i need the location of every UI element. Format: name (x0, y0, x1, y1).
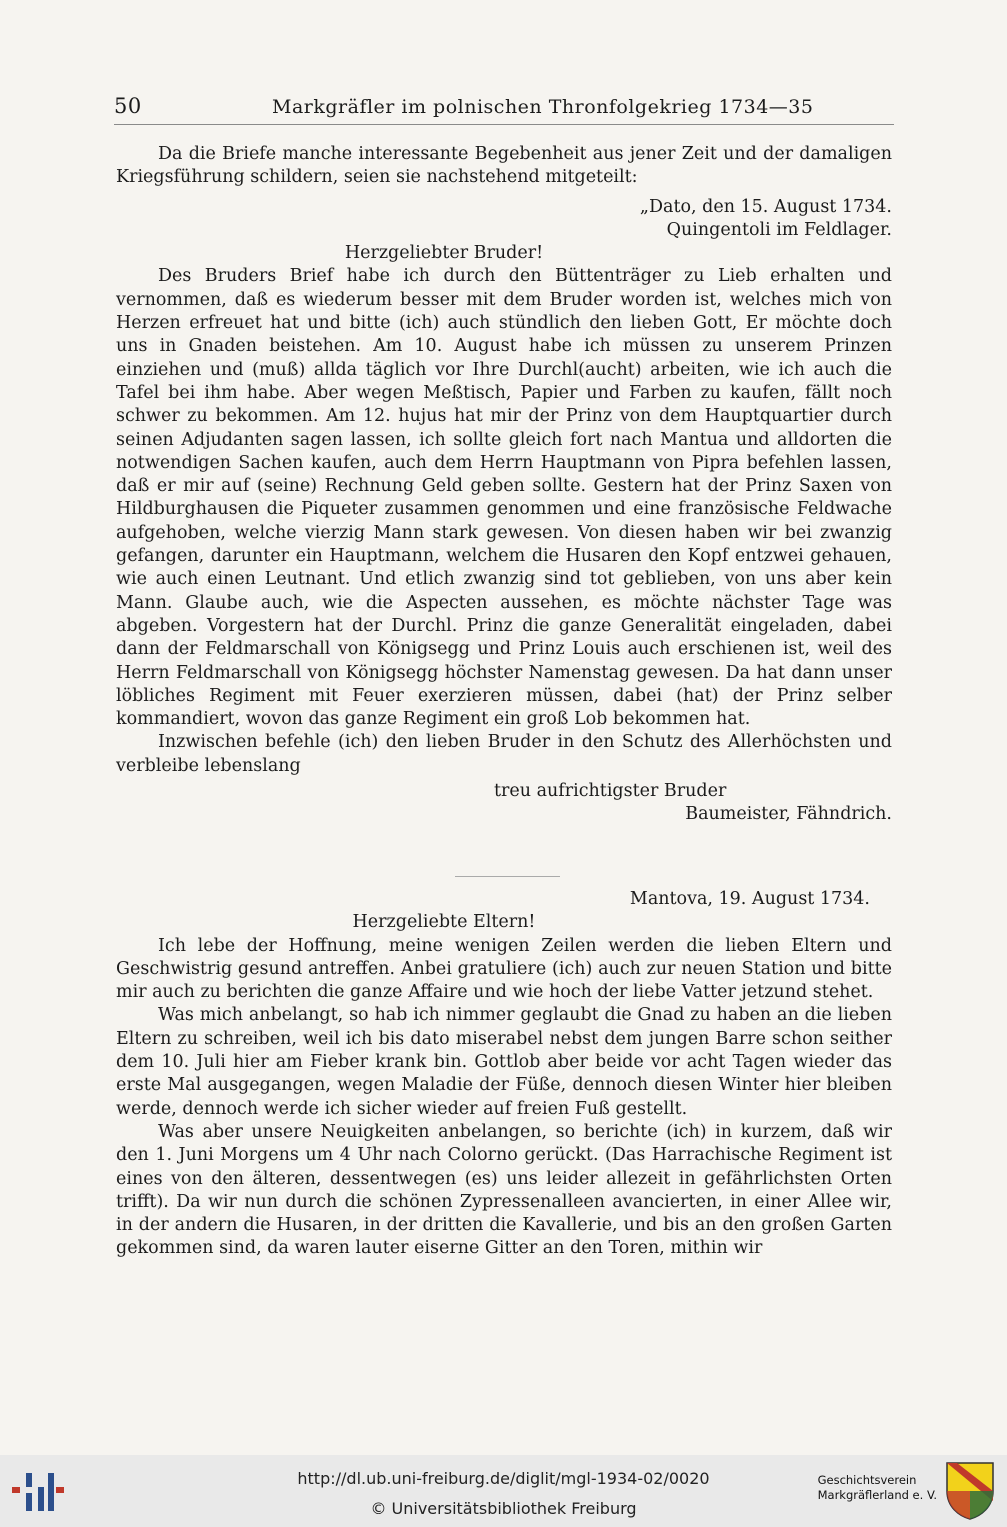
viewer-footer (0, 1455, 1007, 1527)
letter2-salutation: Herzgeliebte Eltern! (352, 912, 536, 933)
letter1-closing: treu aufrichtigster Bruder (494, 781, 727, 802)
letter2-paragraph-3: Was aber unsere Neuigkeiten anbelangen, so berichte (ich) in kurzem, daß wir den 1. Juni Morgens um 4 Uhr nach Colorno gerückt. (Das Harrachische Regiment ist eines von den älteren, dessentwegen (es) uns leider allezeit in gefährlichsten Orten trifft). Da wir nun durch die schönen Zypressenalleen avancierten, in einer Allee wir, in der andern die Husaren, in der dritten die Kavallerie, und bis an den großen Garten gekommen sind, da waren lauter eiserne Gitter an den Toren, mithin wir (116, 1121, 892, 1259)
header-rule (114, 124, 894, 125)
org-line-2: Markgräflerland e. V. (817, 1488, 937, 1502)
document-url-link[interactable]: http://dl.ub.uni-freiburg.de/diglit/mgl-1934-02/0020 (297, 1469, 710, 1488)
letter2-dateline: Mantova, 19. August 1734. (629, 889, 870, 909)
letter1-signature: Baumeister, Fähndrich. (685, 804, 892, 825)
copyright-text: © Universitätsbibliothek Freiburg (370, 1499, 637, 1518)
organization-name (818, 1473, 937, 1503)
letter1-salutation: Herzgeliebter Bruder! (344, 243, 544, 264)
letter2-paragraph-1: Ich lebe der Hoffnung, meine wenigen Zeilen werden die lieben Eltern und Geschwistrig gesund antreffen. Anbei gratuliere (ich) auch zur neuen Station und bitte mir auch zu berichten die ganze Affaire und wie hoch der liebe Vatter jetzund stehet. (116, 935, 892, 1003)
intro-block (116, 143, 892, 827)
letter1-place: Quingentoli im Feldlager. (666, 219, 892, 240)
letter1-dateline: „Dato, den 15. August 1734. (639, 196, 892, 217)
org-line-1: Geschichtsverein (817, 1473, 917, 1487)
intro-paragraph: Da die Briefe manche interessante Begebenheit aus jener Zeit und der damaligen Kriegsführung schildern, seien sie nachstehend mitgeteilt: (116, 144, 892, 188)
letter1-body2: Inzwischen befehle (ich) den lieben Bruder in den Schutz des Allerhöchsten und verbleibe lebenslang (116, 732, 892, 776)
running-title: Markgräfler im polnischen Thronfolgekrieg 1734—35 (272, 96, 814, 118)
letter2-block (116, 888, 892, 1261)
coat-of-arms-icon (945, 1461, 995, 1521)
page-number: 50 (114, 94, 142, 118)
letter2-paragraph-2: Was mich anbelangt, so hab ich nimmer geglaubt die Gnad zu haben an die lieben Eltern zu schreiben, weil ich bis dato miserabel nebst dem jungen Barre schon seither dem 10. Juli hier am Fieber krank bin. Gottlob aber beide vor acht Tagen wieder das erste Mal ausgegangen, wegen Maladie der Füße, dennoch diesen Winter hier bleiben werde, dennoch werde ich sicher wieder auf freien Fuß gestellt. (116, 1005, 892, 1119)
section-divider (455, 876, 560, 877)
letter1-body: Des Bruders Brief habe ich durch den Büttenträger zu Lieb erhalten und vernommen, daß es wiederum besser mit dem Bruder worden ist, welches mich von Herzen erfreuet hat und bitte (ich) auch stündlich den lieben Gott, Er möchte doch uns in Gnaden beistehen. Am 10. August habe ich müssen zu unserem Prinzen einziehen und (muß) allda täglich vor Ihre Durchl(aucht) arbeiten, wie ich auch die Tafel bei ihm habe. Aber wegen Meßtisch, Papier und Farben zu kaufen, fällt noch schwer zu bekommen. Am 12. hujus hat mir der Prinz von dem Hauptquartier durch seinen Adjudanten sagen lassen, ich sollte gleich fort nach Mantua und alldorten die notwendigen Sachen kaufen, auch dem Herrn Hauptmann von Pipra befehlen lassen, daß er mir auf (seine) Rechnung Geld geben sollte. Gestern hat der Prinz Saxen von Hildburghausen die Piqueter zusammen genommen und eine französische Feldwache aufgehoben, welche vierzig Mann stark gewesen. Von diesen haben wir bei zwanzig gefangen, darunter ein Hauptmann, welchem die Husaren den Kopf entzwei gehauen, wie auch einen Leutnant. Und etlich zwanzig sind tot geblieben, von uns aber kein Mann. Glaube auch, wie die Aspecten aussehen, es möchte nächster Tage was abgeben. Vorgestern hat der Durchl. Prinz die ganze Generalität eingeladen, dabei dann der Feldmarschall von Königsegg und Prinz Louis auch erschienen ist, weil des Herrn Feldmarschall von Königsegg höchster Namenstag gewesen. Da hat dann unser löbliches Regiment mit Feuer exerzieren müssen, dabei (hat) der Prinz selber kommandiert, wovon das ganze Regiment ein groß Lob bekommen hat. (116, 266, 892, 730)
